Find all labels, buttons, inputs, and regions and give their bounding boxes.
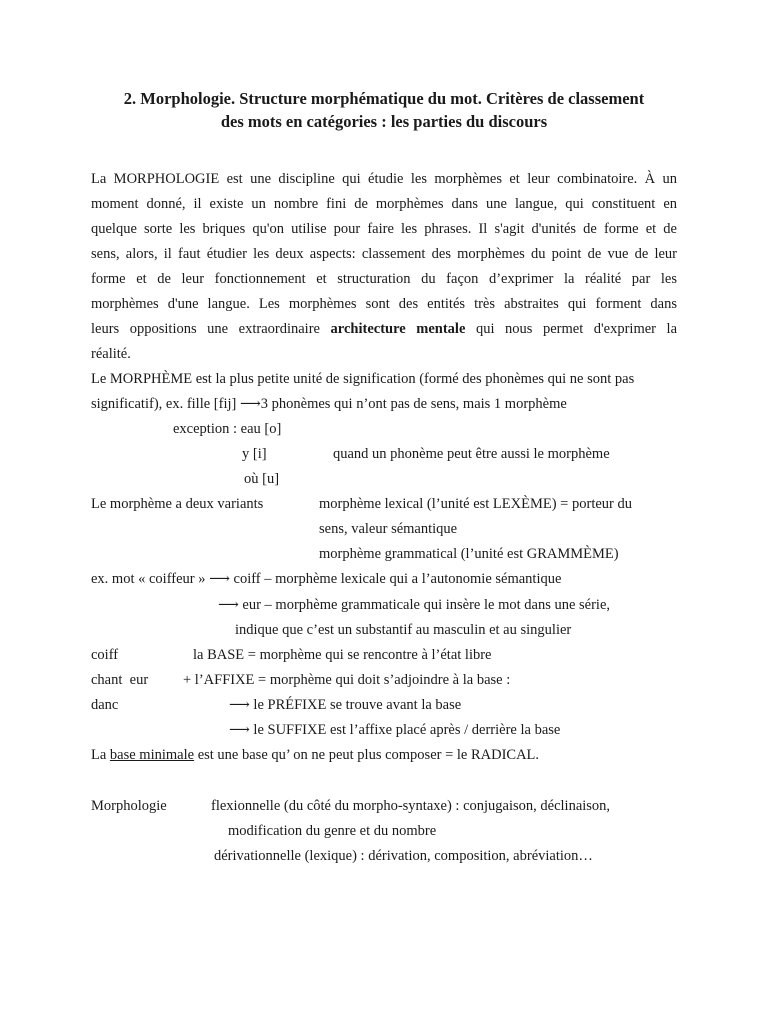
radical-text: est une base qu’ on ne peut plus composer = le RADICAL. <box>194 747 540 763</box>
intro-line: moment donné, il existe un nombre fini de morphèmes dans une langue, qui constituent en <box>91 196 677 212</box>
base-word: danc <box>91 697 119 713</box>
morpheme-definition-line: significatif), ex. fille [fij] ⟶3 phonèmes qui n’ont pas de sens, mais 1 morphème <box>91 396 567 412</box>
intro-line: La MORPHOLOGIE est une discipline qui étudie les morphèmes et leur combinatoire. À un <box>91 171 677 187</box>
intro-text: leurs oppositions une extraordinaire <box>91 321 331 337</box>
variants-label: Le morphème a deux variants <box>91 496 264 512</box>
intro-line: réalité. <box>91 346 131 362</box>
intro-text: qui nous permet d'exprimer la <box>465 321 678 337</box>
flexionnelle-line: flexionnelle (du côté du morpho-syntaxe) : conjugaison, déclinaison, <box>211 798 611 814</box>
radical-definition <box>91 745 539 765</box>
example-line: ⟶ eur – morphème grammaticale qui insère le mot dans une série, <box>218 597 611 613</box>
base-word: chant eur <box>91 672 149 688</box>
exception-ou: où [u] <box>244 471 280 487</box>
intro-paragraph <box>91 167 677 367</box>
exception-label: exception : eau [o] <box>173 421 282 437</box>
lexical-variant-cont: sens, valeur sémantique <box>319 521 458 537</box>
intro-line: sens, alors, il faut étudier les deux aspects: classement des morphèmes du point de vue de leur <box>91 246 677 262</box>
intro-line: morphèmes d'une langue. Les morphèmes sont des entités très abstraites qui forment dans <box>91 296 677 312</box>
base-minimale-term: base minimale <box>109 747 195 763</box>
radical-text: La <box>91 747 110 763</box>
lexical-variant: morphème lexical (l’unité est LEXÈME) = porteur du <box>319 496 632 512</box>
title-line-1: 2. Morphologie. Structure morphématique du mot. Critères de classement <box>123 89 645 108</box>
suffixe-definition: ⟶ le SUFFIXE est l’affixe placé après / derrière la base <box>229 722 561 738</box>
morphologie-label: Morphologie <box>91 798 167 814</box>
base-definition: la BASE = morphème qui se rencontre à l’état libre <box>193 647 492 663</box>
intro-line: forme et de leur fonctionnement et structuration du façon d’exprimer la réalité par les <box>91 271 677 287</box>
title-line-2: des mots en catégories : les parties du discours <box>220 112 548 131</box>
intro-line: quelque sorte les briques qu'on utilise pour faire les phrases. Il s'agit d'unités de forme et de <box>91 221 677 237</box>
prefixe-definition: ⟶ le PRÉFIXE se trouve avant la base <box>229 697 462 713</box>
morpheme-definition-line: Le MORPHÈME est la plus petite unité de signification (formé des phonèmes qui ne sont pas <box>91 371 635 387</box>
base-word: coiff <box>91 647 119 663</box>
derivationnelle-line: dérivationnelle (lexique) : dérivation, composition, abréviation… <box>214 848 593 864</box>
document-title <box>60 87 708 133</box>
intro-line-emphasis <box>91 317 677 342</box>
architecture-mentale-term: architecture mentale <box>330 321 466 337</box>
exception-y: y [i] <box>242 446 267 462</box>
grammatical-variant: morphème grammatical (l’unité est GRAMMÈME) <box>319 546 619 562</box>
flexionnelle-cont: modification du genre et du nombre <box>228 823 437 839</box>
affixe-definition: + l’AFFIXE = morphème qui doit s’adjoindre à la base : <box>183 672 511 688</box>
exception-note: quand un phonème peut être aussi le morphème <box>333 446 610 462</box>
example-line: ex. mot « coiffeur » ⟶ coiff – morphème lexicale qui a l’autonomie sémantique <box>91 571 562 587</box>
example-line: indique que c’est un substantif au masculin et au singulier <box>235 622 572 638</box>
